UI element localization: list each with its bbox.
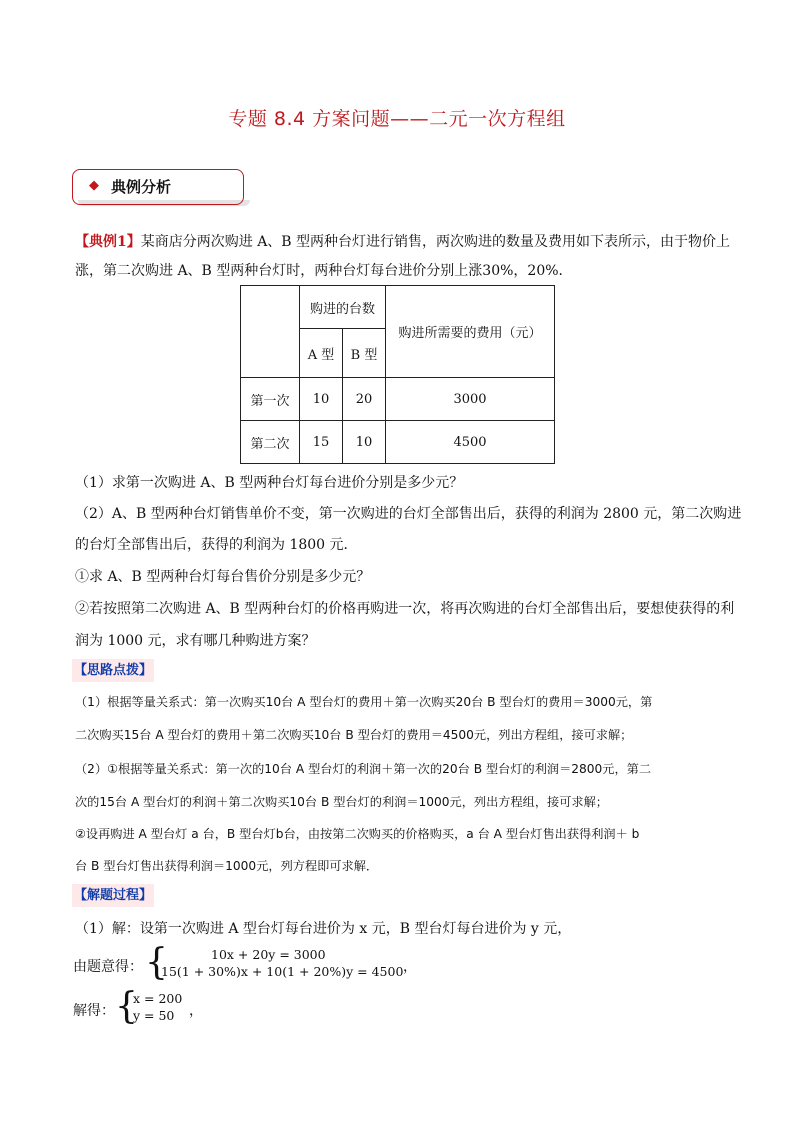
- question-2-line-1: （2）A、B 型两种台灯销售单价不变，第一次购进的台灯全部售出后，获得的利润为 2800 元，第二次购进: [75, 506, 742, 522]
- equation-1: 10x + 20y = 3000: [211, 947, 326, 962]
- section-label: 典例分析: [111, 178, 172, 196]
- hint-line-6: 台 B 型台灯售出获得利润＝1000元，列方程即可求解．: [75, 859, 379, 873]
- table-header-cost: 购进所需要的费用（元）: [386, 286, 555, 378]
- sub-question-2-line-2: 润为 1000 元，求有哪几种购进方案？: [75, 633, 316, 649]
- table-col-a: A 型: [300, 329, 343, 378]
- hint-line-3: （2）①根据等量关系式：第一次的10台 A 型台灯的利润＋第一次的20台 B 型台灯的利润＝2800元，第二: [75, 762, 652, 776]
- diamond-icon: ◆: [89, 178, 99, 193]
- hint-line-2: 二次购买15台 A 型台灯的费用＋第二次购买10台 B 型台灯的费用＝4500元，列出方程组，接可求解；: [75, 728, 633, 742]
- table-header-count: 购进的台数: [300, 286, 386, 329]
- sub-question-2-line-1: ②若按照第二次购进 A、B 型两种台灯的价格再购进一次，将再次购进的台灯全部售出后，要想使获得的利: [75, 601, 735, 617]
- problem-line-1: 【典例1】某商店分两次购进 A、B 型两种台灯进行销售，两次购进的数量及费用如下表所示，由于物价上: [75, 234, 731, 250]
- problem-tag: 【典例1】: [75, 234, 141, 250]
- question-1: （1）求第一次购进 A、B 型两种台灯每台进价分别是多少元？: [75, 475, 464, 491]
- problem-line-2: 涨，第二次购进 A、B 型两种台灯时，两种台灯每台进价分别上涨30%，20%．: [75, 263, 573, 279]
- hint-line-5: ②设再购进 A 型台灯 a 台，B 型台灯b台，由按第二次购买的价格购买，a 台 A 型台灯售出获得利润＋ b: [75, 827, 640, 841]
- solution-badge: 【解题过程】: [72, 884, 154, 907]
- brace-icon: {: [145, 942, 168, 983]
- equation-2: 15(1 + 30%)x + 10(1 + 20%)y = 4500: [161, 964, 404, 979]
- section-header: [72, 169, 244, 205]
- solution-x: x = 200: [133, 991, 183, 1006]
- sub-question-1: ①求 A、B 型两种台灯每台售价分别是多少元？: [75, 569, 371, 585]
- solution-y: y = 50: [133, 1008, 175, 1023]
- hint-line-4: 次的15台 A 型台灯的利润＋第二次购买10台 B 型台灯的利润＝1000元，列出方程组，接可求解；: [75, 795, 608, 809]
- hint-line-1: （1）根据等量关系式：第一次购买10台 A 型台灯的费用＋第一次购买20台 B 型台灯的费用＝3000元，第: [75, 695, 653, 709]
- brace-icon: {: [115, 986, 138, 1027]
- table-corner-cell: [241, 286, 300, 378]
- purchase-table: [240, 285, 555, 464]
- table-row: 第二次 15 10 4500: [241, 421, 555, 464]
- question-2-line-2: 的台灯全部售出后，获得的利润为 1800 元．: [75, 537, 358, 553]
- table-col-b: B 型: [343, 329, 386, 378]
- hint-badge: 【思路点拨】: [72, 659, 154, 682]
- page-title: 专题 8.4 方案问题——二元一次方程组: [228, 108, 566, 130]
- table-row: 第一次 10 20 3000: [241, 378, 555, 421]
- solution-line-1: （1）解：设第一次购进 A 型台灯每台进价为 x 元，B 型台灯每台进价为 y 元，: [75, 921, 572, 937]
